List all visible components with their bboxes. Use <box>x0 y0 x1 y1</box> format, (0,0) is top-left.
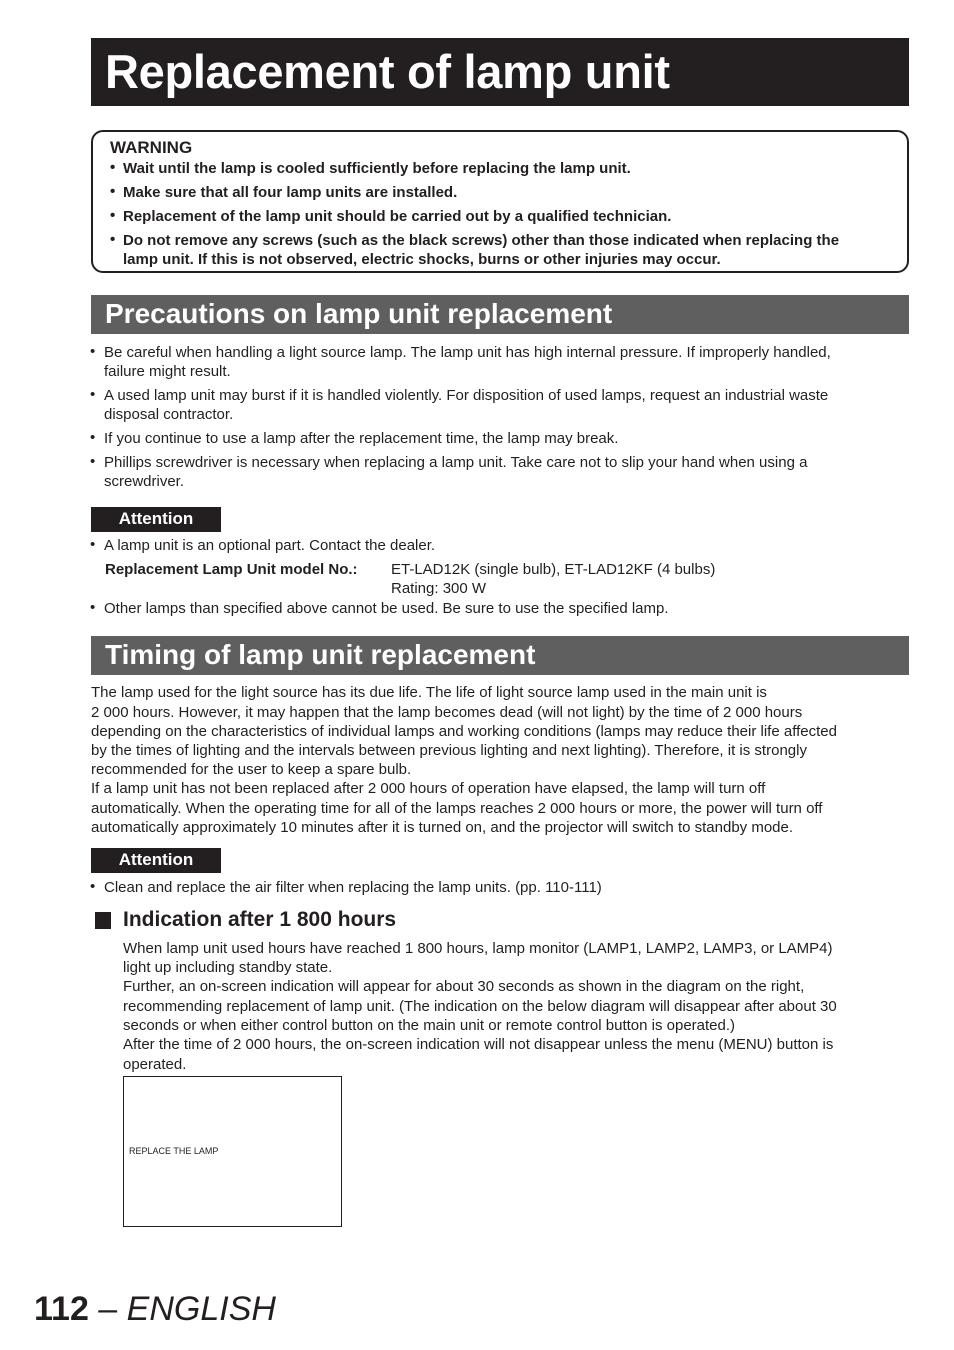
page-title: Replacement of lamp unit <box>105 45 670 98</box>
precautions-heading: Precautions on lamp unit replacement <box>105 298 613 329</box>
precaution-item-3: If you continue to use a lamp after the replacement time, the lamp may break. <box>104 430 619 447</box>
square-bullet-icon <box>95 912 111 929</box>
bullet-icon: • <box>90 453 96 470</box>
indication-heading: Indication after 1 800 hours <box>123 908 397 931</box>
bullet-icon: • <box>90 429 96 446</box>
attention-item-air-filter: Clean and replace the air filter when replacing the lamp units. (pp. 110-111) <box>104 879 602 896</box>
timing-paragraph-line: recommended for the user to keep a spare bulb. <box>91 761 412 778</box>
timing-paragraph-line: by the times of lighting and the intervals between previous lighting and next lighting). Therefore, it is strongly <box>91 742 807 759</box>
timing-paragraph-line: If a lamp unit has not been replaced after 2 000 hours of operation have elapsed, the lamp will turn off <box>91 780 766 797</box>
indication-paragraph-line: operated. <box>123 1056 187 1073</box>
precaution-item-2-line-1: A used lamp unit may burst if it is handled violently. For disposition of used lamps, request an industrial waste <box>104 387 829 404</box>
model-number-label: Replacement Lamp Unit model No.: <box>105 561 358 578</box>
timing-paragraph-line: automatically approximately 10 minutes after it is turned on, and the projector will switch to standby mode. <box>91 819 794 836</box>
attention-item-optional-part: A lamp unit is an optional part. Contact the dealer. <box>104 537 436 554</box>
precaution-item-1-line-1: Be careful when handling a light source lamp. The lamp unit has high internal pressure. If improperly handled, <box>104 344 831 361</box>
bullet-icon: • <box>110 183 116 200</box>
indication-paragraph-line: Further, an on-screen indication will appear for about 30 seconds as shown in the diagram on the right, <box>123 978 805 995</box>
bullet-icon: • <box>90 599 96 616</box>
page-title-bar <box>91 38 909 106</box>
bullet-icon: • <box>90 343 96 360</box>
timing-heading: Timing of lamp unit replacement <box>105 639 536 670</box>
attention-item-specified-lamp: Other lamps than specified above cannot be used. Be sure to use the specified lamp. <box>104 600 669 617</box>
bullet-icon: • <box>90 536 96 553</box>
warning-item-3: Replacement of the lamp unit should be carried out by a qualified technician. <box>123 208 672 225</box>
warning-box <box>91 130 909 273</box>
indication-paragraph-line: After the time of 2 000 hours, the on-screen indication will not disappear unless the menu (MENU) button is <box>123 1036 834 1053</box>
bullet-icon: • <box>110 207 116 224</box>
warning-item-4-line-1: Do not remove any screws (such as the black screws) other than those indicated when replacing the <box>123 232 840 249</box>
indication-paragraph-line: recommending replacement of lamp unit. (The indication on the below diagram will disappear after about 30 <box>123 998 837 1015</box>
attention-label-box <box>91 848 221 873</box>
attention-label: Attention <box>118 850 194 869</box>
bullet-icon: • <box>90 386 96 403</box>
timing-paragraph-line: The lamp used for the light source has its due life. The life of light source lamp used in the main unit is <box>91 684 767 701</box>
indication-paragraph-line: light up including standby state. <box>123 959 333 976</box>
bullet-icon: • <box>90 878 96 895</box>
page-footer <box>34 1290 276 1329</box>
warning-item-1: Wait until the lamp is cooled sufficiently before replacing the lamp unit. <box>123 160 631 177</box>
footer-separator: – <box>88 1290 127 1328</box>
timing-heading-bar <box>91 636 909 675</box>
timing-paragraph-line: depending on the characteristics of individual lamps and working conditions (lamps may reduce their life affected <box>91 723 837 740</box>
attention-label: Attention <box>118 509 194 528</box>
timing-paragraph-line: 2 000 hours. However, it may happen that the lamp becomes dead (will not light) by the time of 2 000 hours <box>91 704 803 721</box>
attention-label-box <box>91 507 221 532</box>
warning-item-4-line-2: lamp unit. If this is not observed, electric shocks, burns or other injuries may occur. <box>123 251 721 268</box>
bullet-icon: • <box>110 159 116 176</box>
precaution-item-4-line-1: Phillips screwdriver is necessary when replacing a lamp unit. Take care not to slip your hand when using a <box>104 454 808 471</box>
footer-language: ENGLISH <box>126 1290 276 1328</box>
bullet-icon: • <box>110 231 116 248</box>
indication-paragraph-line: When lamp unit used hours have reached 1 800 hours, lamp monitor (LAMP1, LAMP2, LAMP3, or LAMP4) <box>123 940 833 957</box>
warning-item-2: Make sure that all four lamp units are installed. <box>123 184 458 201</box>
model-number-value: ET-LAD12K (single bulb), ET-LAD12KF (4 bulbs) <box>391 561 716 578</box>
osd-replace-lamp-message: REPLACE THE LAMP <box>129 1146 219 1156</box>
precaution-item-4-line-2: screwdriver. <box>104 473 185 490</box>
lamp-rating: Rating: 300 W <box>391 580 487 597</box>
on-screen-indication-diagram <box>123 1076 342 1227</box>
precaution-item-1-line-2: failure might result. <box>104 363 231 380</box>
timing-paragraph-line: automatically. When the operating time for all of the lamps reaches 2 000 hours or more, the power will turn off <box>91 800 823 817</box>
precautions-heading-bar <box>91 295 909 334</box>
indication-paragraph-line: seconds or when either control button on the main unit or remote control button is operated.) <box>123 1017 736 1034</box>
warning-heading: WARNING <box>110 138 193 157</box>
page-number: 112 <box>34 1290 89 1328</box>
precaution-item-2-line-2: disposal contractor. <box>104 406 234 423</box>
